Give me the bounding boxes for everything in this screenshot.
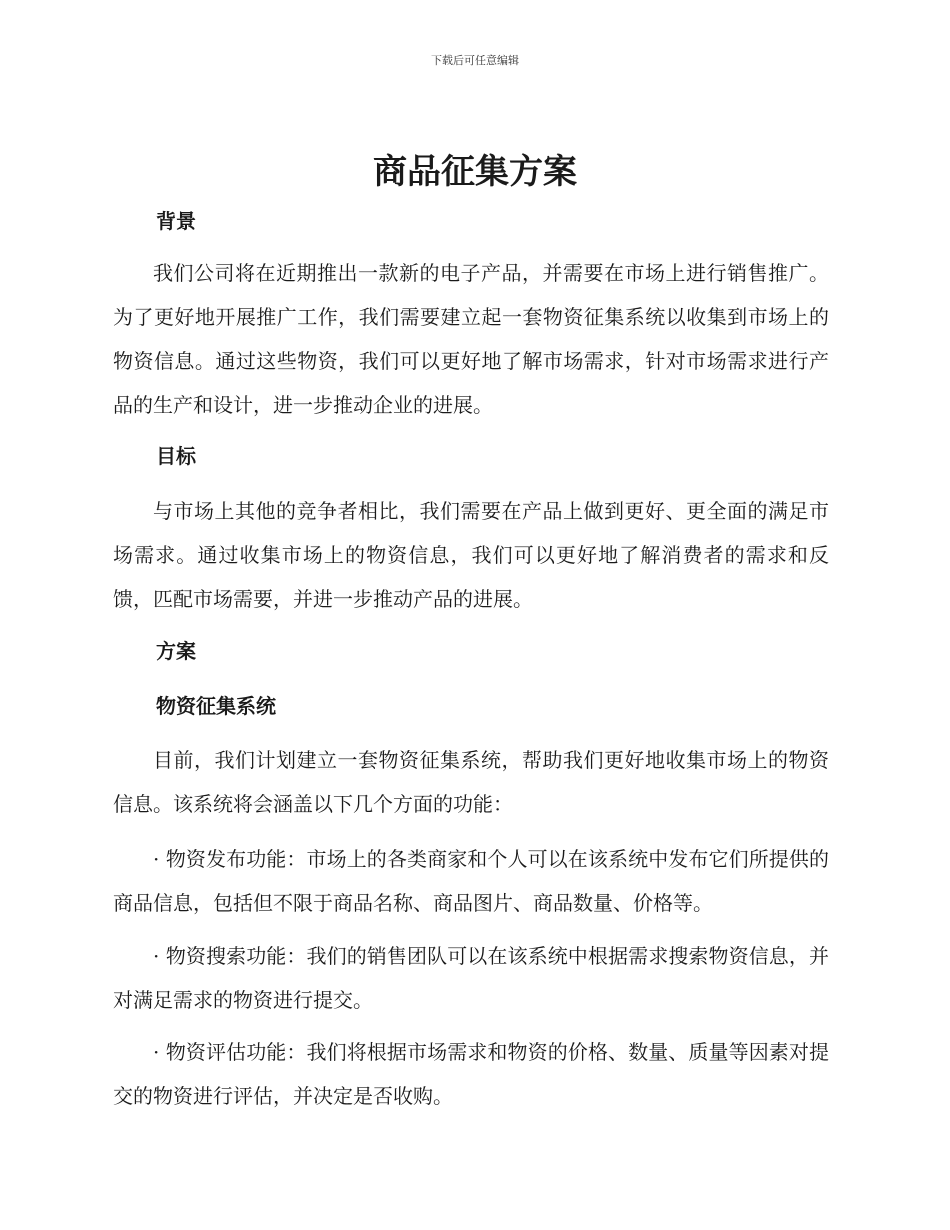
document-title: 商品征集方案 [373, 152, 577, 192]
heading-background: 背景 [156, 209, 196, 233]
paragraph-goal: 与市场上其他的竞争者相比，我们需要在产品上做到更好、更全面的满足市场需求。通过收集市场上的物资信息，我们可以更好地了解消费者的需求和反馈，匹配市场需要，并进一步推动产品的进展。 [113, 499, 829, 611]
bullet-search: · 物资搜索功能：我们的销售团队可以在该系统中根据需求搜索物资信息，并对满足需求的物资进行提交。 [113, 944, 829, 1012]
heading-system: 物资征集系统 [156, 694, 276, 718]
bullet-publish: · 物资发布功能：市场上的各类商家和个人可以在该系统中发布它们所提供的商品信息，包括但不限于商品名称、商品图片、商品数量、价格等。 [113, 847, 829, 915]
heading-goal: 目标 [156, 444, 196, 468]
heading-plan: 方案 [156, 639, 196, 663]
header-note: 下载后可任意编辑 [431, 54, 519, 67]
bullet-evaluate: · 物资评估功能：我们将根据市场需求和物资的价格、数量、质量等因素对提交的物资进行评估，并决定是否收购。 [113, 1040, 829, 1108]
paragraph-background: 我们公司将在近期推出一款新的电子产品，并需要在市场上进行销售推广。为了更好地开展推广工作，我们需要建立起一套物资征集系统以收集到市场上的物资信息。通过这些物资，我们可以更好地了解市场需求，针对市场需求进行产品的生产和设计，进一步推动企业的进展。 [113, 261, 829, 417]
paragraph-system-intro: 目前，我们计划建立一套物资征集系统，帮助我们更好地收集市场上的物资信息。该系统将会涵盖以下几个方面的功能： [113, 748, 829, 816]
